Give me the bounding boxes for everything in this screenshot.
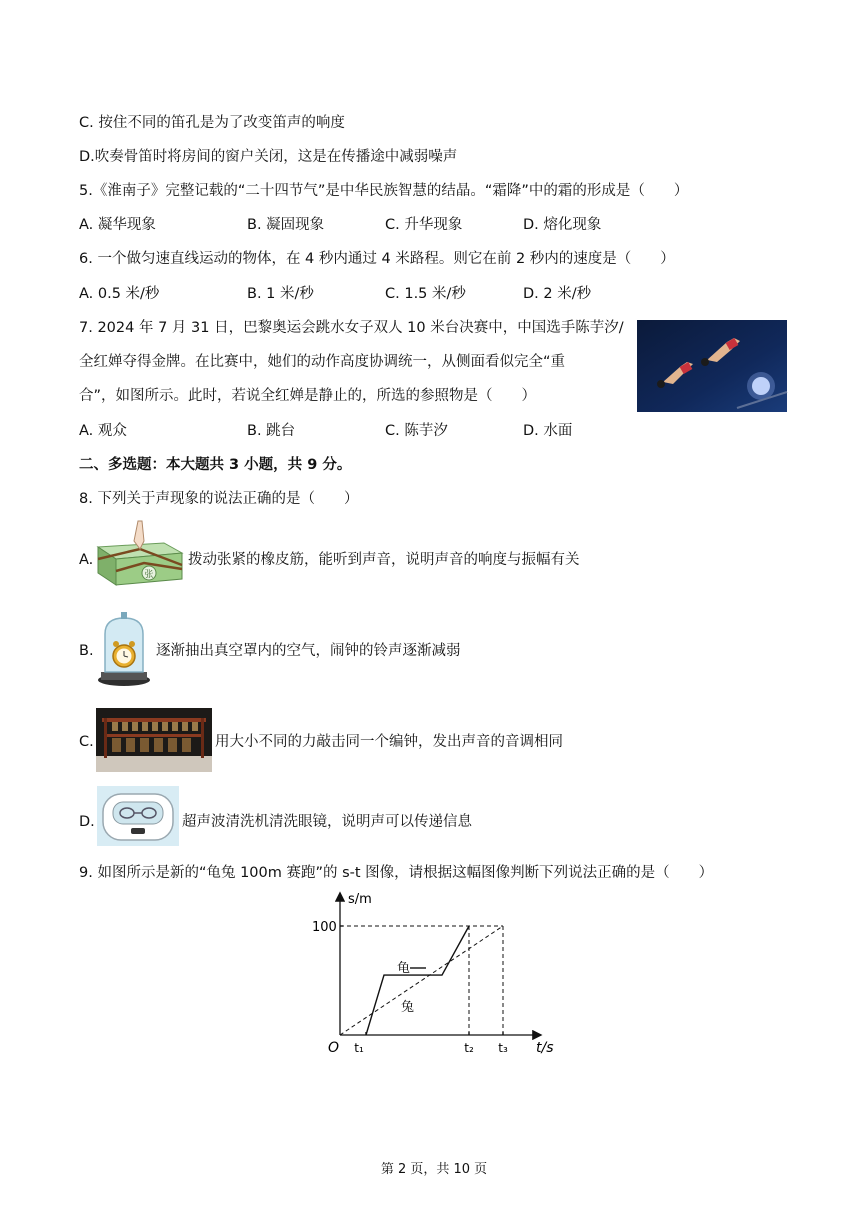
section2-heading: 二、多选题：本大题共 3 小题，共 9 分。 [79,457,352,473]
q8-option-c-text: 用大小不同的力敲击同一个编钟，发出声音的音调相同 [215,734,563,750]
x-tick-label-t2: t₂ [464,1041,474,1055]
origin-label: O [328,1040,340,1056]
chime-bells-image [96,708,212,772]
q8-option-d-text: 超声波清洗机清洗眼镜，说明声可以传递信息 [182,814,472,830]
q7-stem-line-3: 合”，如图所示。此时，若说全红婵是静止的，所选的参照物是（ ） [79,388,537,404]
q4-option-c: C. 按住不同的笛孔是为了改变笛声的响度 [79,115,345,131]
rabbit-line [366,926,469,1035]
box-label: 张 [144,570,154,580]
q9-stem: 9. 如图所示是新的“龟兔 100m 赛跑”的 s-t 图像，请根据这幅图像判断下列说法正确的是（ ） [79,865,714,881]
q5-option-a: A. 凝华现象 [79,217,156,233]
q7-option-c: C. 陈芋汐 [385,423,448,439]
q8-stem: 8. 下列关于声现象的说法正确的是（ ） [79,491,359,507]
q6-option-c: C. 1.5 米/秒 [385,286,466,302]
q8-option-c-letter: C. [79,734,94,750]
x-axis-label: t/s [536,1040,554,1056]
y-tick-label-100: 100 [312,920,337,935]
y-axis-label: s/m [348,892,372,907]
series-label-rabbit: 兔 [401,1000,415,1015]
q8-option-a-letter: A. [79,552,94,568]
q6-option-b: B. 1 米/秒 [247,286,314,302]
q7-option-d: D. 水面 [523,423,573,439]
q6-option-d: D. 2 米/秒 [523,286,592,302]
st-chart [312,886,558,1060]
q4-option-d: D.吹奏骨笛时将房间的窗户关闭，这是在传播途中减弱噪声 [79,149,458,165]
q8-option-d-letter: D. [79,814,95,830]
rubber-band-box-image [94,519,186,587]
q5-option-d: D. 熔化现象 [523,217,602,233]
page-footer: 第 2 页，共 10 页 [380,1162,488,1177]
q8-option-b-letter: B. [79,643,94,659]
ultrasonic-cleaner-image [97,786,179,846]
diving-photo [637,320,787,412]
q8-option-a-text: 拨动张紧的橡皮筋，能听到声音，说明声音的响度与振幅有关 [188,552,580,568]
q8-option-b-text: 逐渐抽出真空罩内的空气，闹钟的铃声逐渐减弱 [156,643,461,659]
q6-option-a: A. 0.5 米/秒 [79,286,160,302]
bell-jar-clock-image [95,612,153,688]
tortoise-line [340,926,503,1035]
x-tick-label-t1: t₁ [354,1041,364,1055]
q7-option-b: B. 跳台 [247,423,296,439]
q7-stem-line-1: 7. 2024 年 7 月 31 日，巴黎奥运会跳水女子双人 10 米台决赛中，中国选手陈芋汐/ [79,320,624,336]
q6-stem: 6. 一个做匀速直线运动的物体，在 4 秒内通过 4 米路程。则它在前 2 秒内的速度是（ ） [79,251,675,267]
series-label-tortoise: 龟 [397,961,411,976]
q5-option-c: C. 升华现象 [385,217,463,233]
q5-option-b: B. 凝固现象 [247,217,325,233]
q5-stem: 5.《淮南子》完整记载的“二十四节气”是中华民族智慧的结晶。“霜降”中的霜的形成是（ ） [79,183,689,199]
q7-stem-line-2: 全红婵夺得金牌。在比赛中，她们的动作高度协调统一，从侧面看似完全“重 [79,354,566,370]
q7-option-a: A. 观众 [79,423,127,439]
x-tick-label-t3: t₃ [498,1041,508,1055]
